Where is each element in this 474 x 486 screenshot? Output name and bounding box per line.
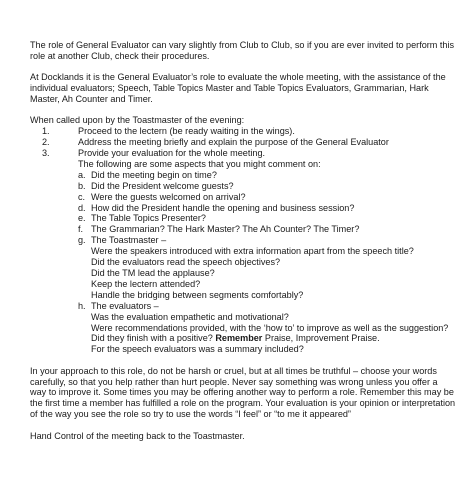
aspect-item	[78, 192, 456, 203]
aspect-text: Did the meeting begin on time?	[91, 169, 217, 180]
aspect-text: Were the guests welcomed on arrival?	[91, 191, 246, 202]
aspect-item	[78, 301, 456, 312]
toastmaster-question: Handle the bridging between segments comfortably?	[91, 289, 304, 300]
paragraph-when-called: When called upon by the Toastmaster of the evening:	[30, 115, 245, 126]
step-text: Address the meeting briefly and explain the purpose of the General Evaluator	[78, 137, 389, 148]
paragraph-docklands-role: At Docklands it is the General Evaluator’s role to evaluate the whole meeting, with the assistance of the individual evaluators; Speech, Table Topics Master and Table Topics Evaluators, Grammarian, Hark Master, Ah Counter and Timer.	[30, 72, 446, 105]
aspect-item	[78, 224, 456, 235]
aspect-letter: b.	[78, 180, 86, 191]
step-item	[30, 126, 456, 137]
paragraph-role-intro: The role of General Evaluator can vary slightly from Club to Club, so if you are ever invited to perform this role at another Club, check their procedures.	[30, 40, 455, 61]
toastmaster-question: Were the speakers introduced with extra information apart from the speech title?	[91, 246, 414, 257]
remember-emphasis: Remember	[215, 333, 263, 344]
step-number: 3.	[42, 148, 50, 159]
aspect-text: How did the President handle the opening and business session?	[91, 202, 355, 213]
aspect-letter: a.	[78, 169, 86, 180]
step-number: 1.	[42, 126, 50, 137]
aspect-item	[78, 170, 456, 181]
evaluator-question: Was the evaluation empathetic and motivational?	[91, 311, 289, 322]
toastmaster-questions	[78, 246, 456, 301]
toastmaster-question: Did the TM lead the applause?	[91, 268, 215, 278]
evaluator-question: For the speech evaluators was a summary included?	[91, 344, 304, 355]
toastmaster-question: Keep the lectern attended?	[91, 278, 201, 289]
aspect-letter: f.	[78, 224, 84, 235]
aspect-text: The evaluators –	[91, 300, 159, 311]
aspect-letter: e.	[78, 213, 86, 224]
evaluator-question: Were recommendations provided, with the ‘how to’ to improve as well as the suggestion?	[91, 322, 449, 333]
aspect-letter: g.	[78, 235, 86, 246]
aspect-item	[78, 235, 456, 246]
step-number: 2.	[42, 137, 50, 148]
aspect-text: The Table Topics Presenter?	[91, 213, 206, 224]
paragraph-hand-control: Hand Control of the meeting back to the Toastmaster.	[30, 430, 245, 441]
aspect-text: Did the President welcome guests?	[91, 180, 234, 191]
aspect-letter: d.	[78, 202, 86, 213]
evaluator-question-finish: Did they finish with a positive? Remember Praise, Improvement Praise.	[91, 333, 380, 344]
toastmaster-question: Did the evaluators read the speech objectives?	[91, 257, 281, 268]
step-text: Proceed to the lectern (be ready waiting in the wings).	[78, 126, 295, 137]
evaluator-questions	[78, 312, 456, 356]
aspect-item	[78, 203, 456, 214]
paragraph-approach: In your approach to this role, do not be harsh or cruel, but at all times be truthful – choose your words carefully, so that you help rather than hurt people. Never say something was wrong unless you offer a way to improve it. Some times you may be offering another way to perform a role. Remember this may be the first time a member has fulfilled a role on the program. Your evaluation is your opinion or interpretation of the way you see the role so try to use the words “I feel” or “to me it appeared”	[30, 365, 456, 420]
step-text: Provide your evaluation for the whole meeting.	[78, 148, 266, 159]
numbered-steps	[30, 126, 456, 355]
step-item	[30, 148, 456, 355]
step-item	[30, 137, 456, 148]
step-subtext: The following are some aspects that you might comment on:	[78, 158, 321, 169]
aspect-letter: h.	[78, 300, 86, 311]
aspect-item	[78, 181, 456, 192]
aspect-item	[78, 213, 456, 224]
aspect-text: The Toastmaster –	[91, 235, 167, 246]
aspect-letter: c.	[78, 191, 86, 202]
aspect-text: The Grammarian? The Hark Master? The Ah Counter? The Timer?	[91, 224, 360, 235]
aspect-list	[78, 170, 456, 246]
